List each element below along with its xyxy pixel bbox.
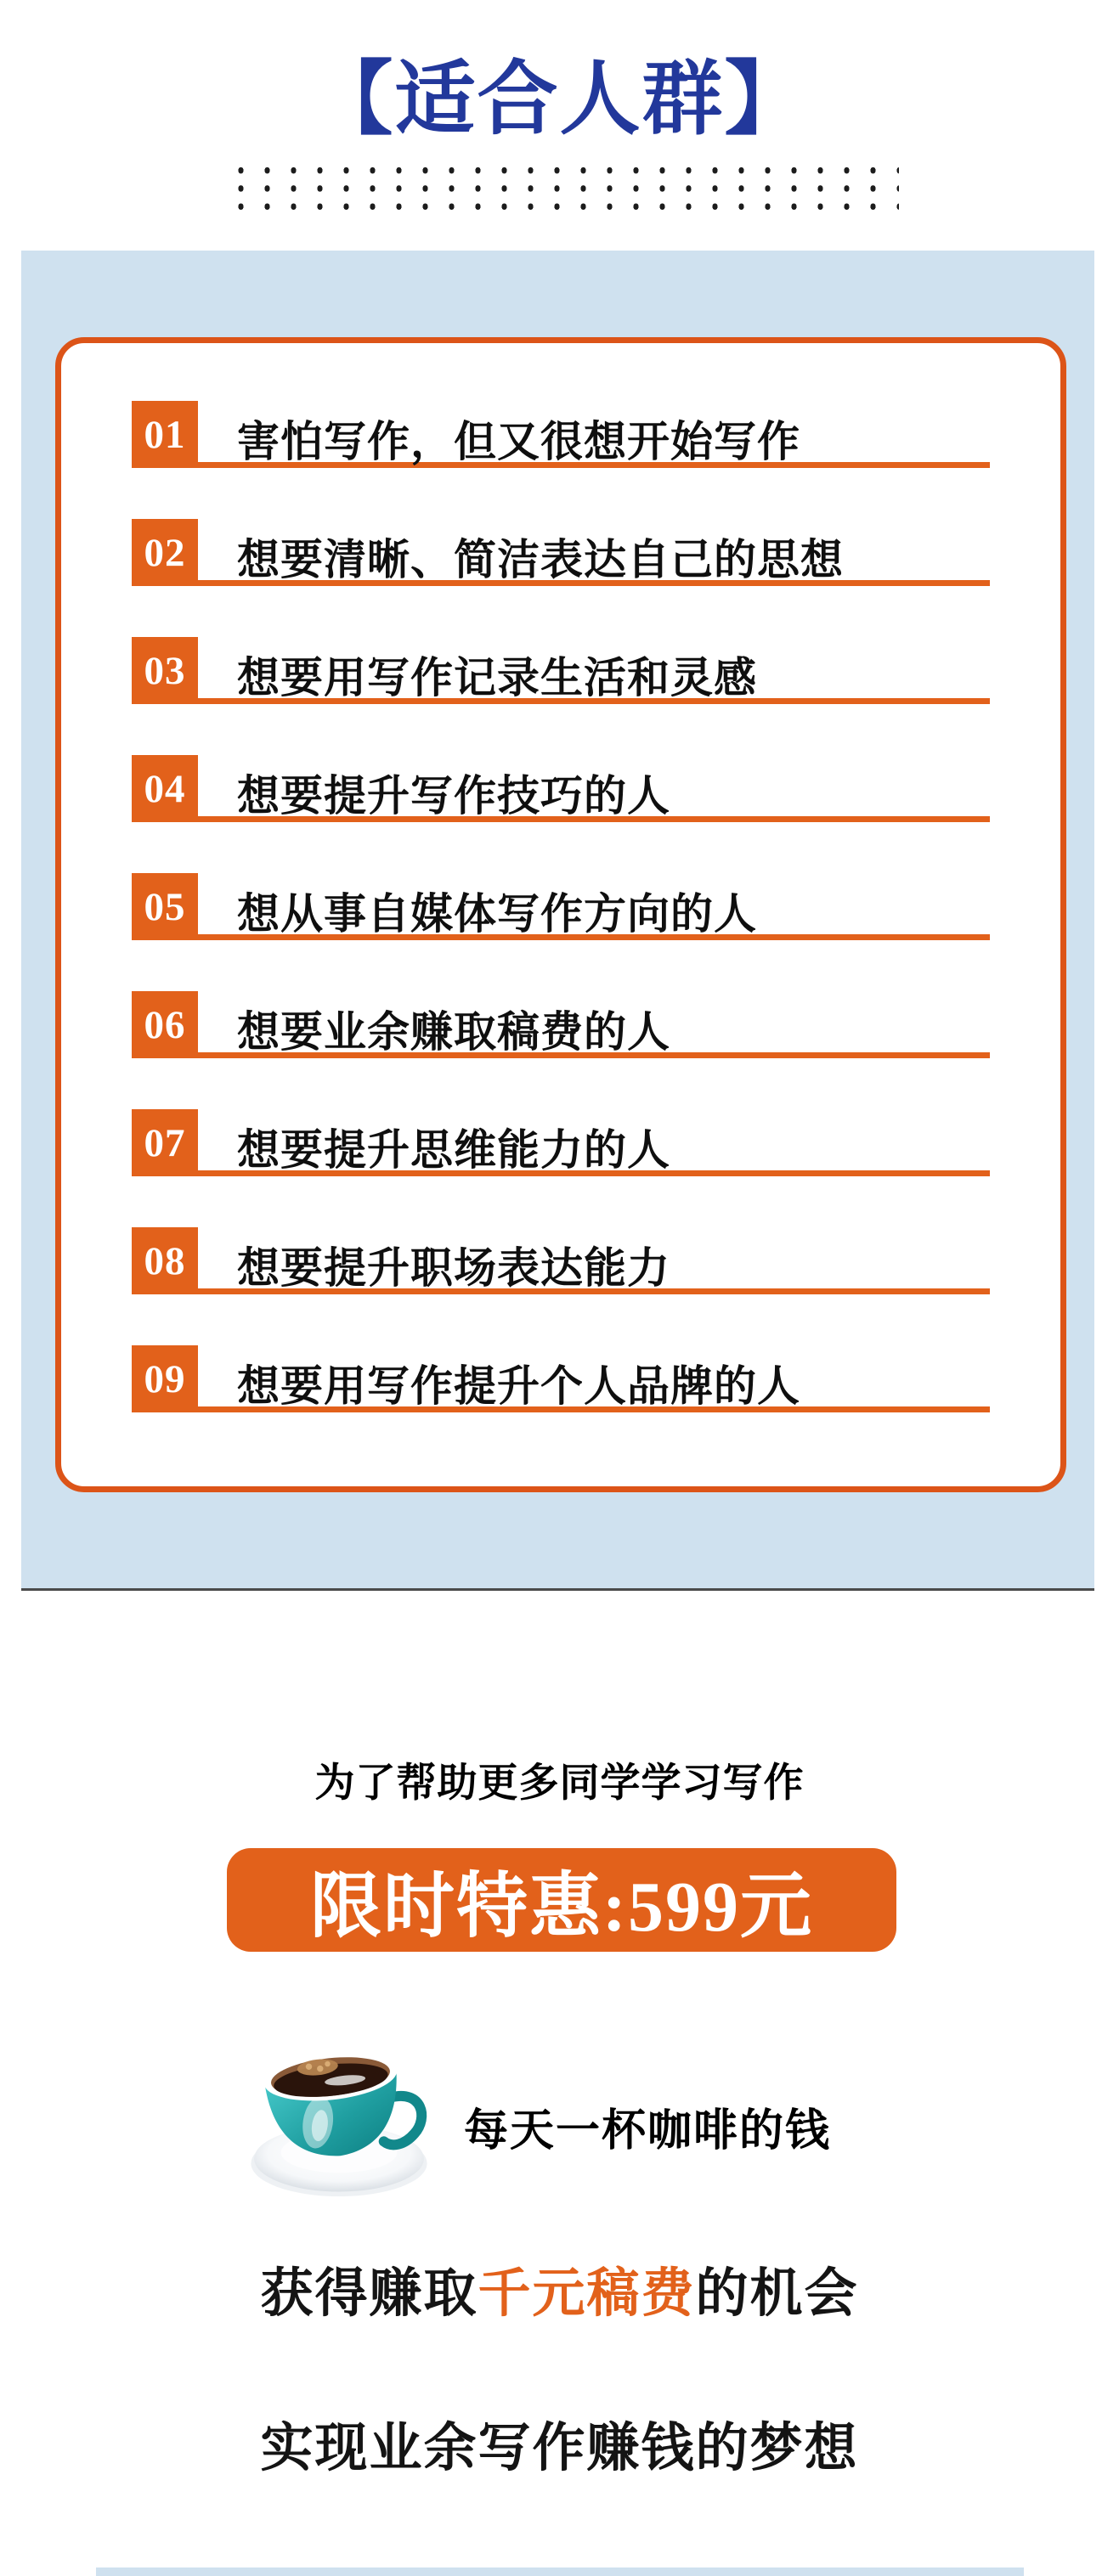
benefit-text <box>0 2251 1119 2326</box>
item-label: 想要用写作提升个人品牌的人 <box>237 1362 800 1410</box>
bottom-strip-divider <box>96 2568 1024 2576</box>
item-number-badge: 01 <box>132 401 198 468</box>
coffee-caption: 每天一杯咖啡的钱 <box>464 2106 832 2156</box>
list-item <box>132 755 990 823</box>
item-label: 想要业余赚取稿费的人 <box>237 1008 670 1056</box>
item-label: 想要用写作记录生活和灵感 <box>237 654 757 702</box>
item-label: 想从事自媒体写作方向的人 <box>237 890 757 938</box>
list-item <box>132 1109 990 1177</box>
list-item <box>132 873 990 941</box>
item-number-badge: 06 <box>132 991 198 1058</box>
list-item <box>132 519 990 587</box>
item-label: 害怕写作，但又很想开始写作 <box>237 418 800 465</box>
list-item <box>132 1227 990 1295</box>
page-title: 【适合人群】 <box>312 54 807 144</box>
item-number-badge: 04 <box>132 755 198 822</box>
item-number-badge: 09 <box>132 1345 198 1412</box>
item-number-badge: 02 <box>132 519 198 586</box>
item-label: 想要提升写作技巧的人 <box>237 772 670 820</box>
audience-panel <box>21 251 1094 1591</box>
item-label: 想要提升职场表达能力 <box>237 1244 670 1292</box>
intro-text: 为了帮助更多同学学习写作 <box>314 1760 805 1805</box>
list-item <box>132 637 990 705</box>
audience-card <box>55 337 1066 1492</box>
item-number-badge: 05 <box>132 873 198 940</box>
item-label: 想要清晰、简洁表达自己的思想 <box>237 536 844 583</box>
dots-decoration <box>228 161 899 216</box>
list-item <box>132 401 990 469</box>
item-label: 想要提升思维能力的人 <box>237 1126 670 1174</box>
item-number-badge: 03 <box>132 637 198 704</box>
item-number-badge: 07 <box>132 1109 198 1176</box>
price-button[interactable]: 限时特惠:599元 <box>227 1848 896 1952</box>
benefit-prefix: 获得赚取 <box>260 2265 478 2323</box>
list-item <box>132 991 990 1059</box>
coffee-cup-icon <box>245 2035 433 2234</box>
benefit-highlight: 千元稿费 <box>478 2265 696 2323</box>
benefit-suffix: 的机会 <box>695 2265 859 2323</box>
list-item <box>132 1345 990 1413</box>
item-number-badge: 08 <box>132 1227 198 1294</box>
dream-text: 实现业余写作赚钱的梦想 <box>260 2420 859 2477</box>
